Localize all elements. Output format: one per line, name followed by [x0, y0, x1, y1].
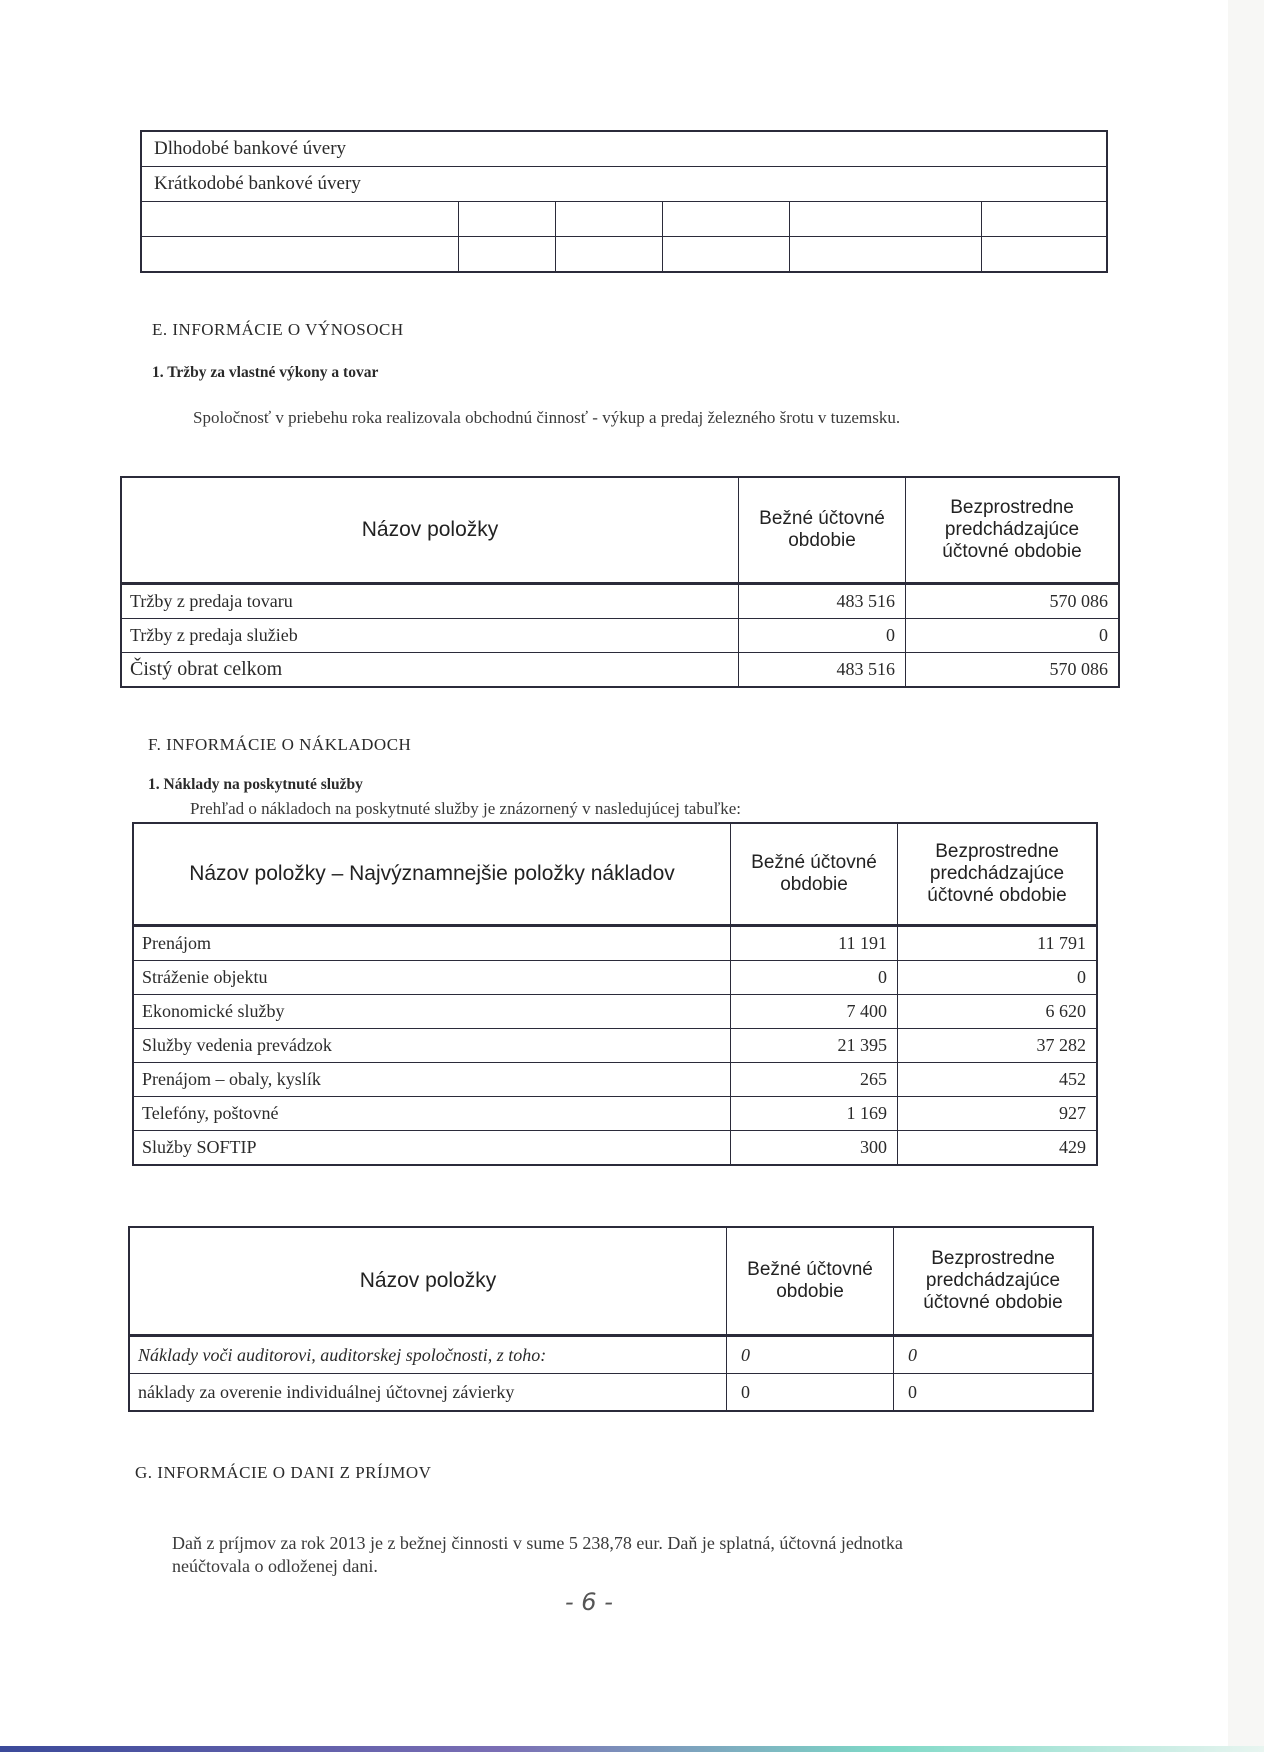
value-current: 21 395	[731, 1029, 898, 1063]
section-f-subtitle: 1. Náklady na poskytnuté služby	[148, 776, 363, 793]
page-number: - 6 -	[565, 1588, 613, 1616]
table-row	[121, 619, 1119, 653]
table-header-row	[121, 477, 1119, 584]
value-current: 0	[727, 1336, 894, 1374]
empty-cell	[556, 202, 663, 237]
empty-cell	[141, 237, 459, 273]
value-current: 0	[727, 1374, 894, 1412]
value-previous: 0	[894, 1336, 1094, 1374]
empty-cell	[982, 237, 1108, 273]
row-label: Služby SOFTIP	[133, 1131, 731, 1166]
table-row	[141, 237, 1107, 273]
row-label: Telefóny, poštovné	[133, 1097, 731, 1131]
tax-paragraph-line2: neúčtovala o odloženej dani.	[172, 1556, 378, 1576]
row-label: náklady za overenie individuálnej účtovnej závierky	[129, 1374, 727, 1412]
header-item-name: Názov položky – Najvýznamnejšie položky nákladov	[133, 823, 731, 926]
scan-edge-bottom	[0, 1746, 1264, 1752]
loan-label-short-term: Krátkodobé bankové úvery	[141, 167, 1107, 202]
value-current: 1 169	[731, 1097, 898, 1131]
value-current: 483 516	[739, 584, 906, 619]
empty-cell	[663, 237, 790, 273]
row-label-total: Čistý obrat celkom	[121, 653, 739, 688]
header-previous-period: Bezprostredne predchádzajúce účtovné obdobie	[906, 477, 1120, 584]
value-current: 0	[739, 619, 906, 653]
table-row	[133, 961, 1097, 995]
row-label: Stráženie objektu	[133, 961, 731, 995]
value-previous: 0	[906, 619, 1120, 653]
empty-cell	[663, 202, 790, 237]
value-previous: 0	[898, 961, 1098, 995]
table-row	[141, 131, 1107, 167]
table-header-row	[133, 823, 1097, 926]
header-current-period: Bežné účtovné obdobie	[731, 823, 898, 926]
value-previous: 927	[898, 1097, 1098, 1131]
empty-cell	[790, 237, 982, 273]
table-row	[121, 653, 1119, 688]
empty-cell	[459, 202, 556, 237]
loan-label-long-term: Dlhodobé bankové úvery	[141, 131, 1107, 167]
table-row	[133, 1063, 1097, 1097]
table-row	[133, 926, 1097, 961]
value-previous: 452	[898, 1063, 1098, 1097]
empty-cell	[790, 202, 982, 237]
section-f-description: Prehľad o nákladoch na poskytnuté služby je znázornený v nasledujúcej tabuľke:	[190, 799, 742, 818]
row-label: Tržby z predaja služieb	[121, 619, 739, 653]
value-previous: 570 086	[906, 584, 1120, 619]
empty-cell	[459, 237, 556, 273]
table-row	[121, 584, 1119, 619]
value-previous: 37 282	[898, 1029, 1098, 1063]
section-e-title: E. INFORMÁCIE O VÝNOSOCH	[152, 320, 404, 339]
revenue-table	[120, 476, 1120, 688]
section-f-title: F. INFORMÁCIE O NÁKLADOCH	[148, 735, 412, 754]
empty-cell	[141, 202, 459, 237]
tax-paragraph-line1: Daň z príjmov za rok 2013 je z bežnej činnosti v sume 5 238,78 eur. Daň je splatná, účtovná jednotka	[172, 1533, 903, 1553]
table-row	[129, 1336, 1093, 1374]
table-row	[133, 995, 1097, 1029]
table-row	[133, 1131, 1097, 1166]
header-previous-period: Bezprostredne predchádzajúce účtovné obdobie	[898, 823, 1098, 926]
value-current: 300	[731, 1131, 898, 1166]
auditor-costs-table	[128, 1226, 1094, 1412]
table-row	[141, 167, 1107, 202]
row-label: Služby vedenia prevádzok	[133, 1029, 731, 1063]
value-current: 483 516	[739, 653, 906, 688]
header-item-name: Názov položky	[121, 477, 739, 584]
value-previous: 6 620	[898, 995, 1098, 1029]
row-label: Náklady voči auditorovi, auditorskej spoločnosti, z toho:	[129, 1336, 727, 1374]
value-previous: 570 086	[906, 653, 1120, 688]
value-current: 265	[731, 1063, 898, 1097]
table-header-row	[129, 1227, 1093, 1336]
header-current-period: Bežné účtovné obdobie	[727, 1227, 894, 1336]
empty-cell	[982, 202, 1108, 237]
row-label: Prenájom – obaly, kyslík	[133, 1063, 731, 1097]
table-row	[133, 1029, 1097, 1063]
section-e-subtitle: 1. Tržby za vlastné výkony a tovar	[152, 364, 379, 381]
section-g-title: G. INFORMÁCIE O DANI Z PRÍJMOV	[135, 1463, 432, 1482]
value-current: 0	[731, 961, 898, 995]
table-row	[133, 1097, 1097, 1131]
service-costs-table	[132, 822, 1098, 1166]
value-previous: 429	[898, 1131, 1098, 1166]
value-previous: 11 791	[898, 926, 1098, 961]
table-row	[141, 202, 1107, 237]
row-label: Tržby z predaja tovaru	[121, 584, 739, 619]
value-previous: 0	[894, 1374, 1094, 1412]
row-label: Ekonomické služby	[133, 995, 731, 1029]
bank-loans-table	[140, 130, 1108, 273]
table-row	[129, 1374, 1093, 1412]
header-current-period: Bežné účtovné obdobie	[739, 477, 906, 584]
header-item-name: Názov položky	[129, 1227, 727, 1336]
header-previous-period: Bezprostredne predchádzajúce účtovné obdobie	[894, 1227, 1094, 1336]
section-e-description: Spoločnosť v priebehu roka realizovala obchodnú činnosť - výkup a predaj železného šrotu v tuzemsku.	[193, 408, 901, 427]
value-current: 11 191	[731, 926, 898, 961]
value-current: 7 400	[731, 995, 898, 1029]
scan-edge-right	[1228, 0, 1264, 1752]
row-label: Prenájom	[133, 926, 731, 961]
empty-cell	[556, 237, 663, 273]
